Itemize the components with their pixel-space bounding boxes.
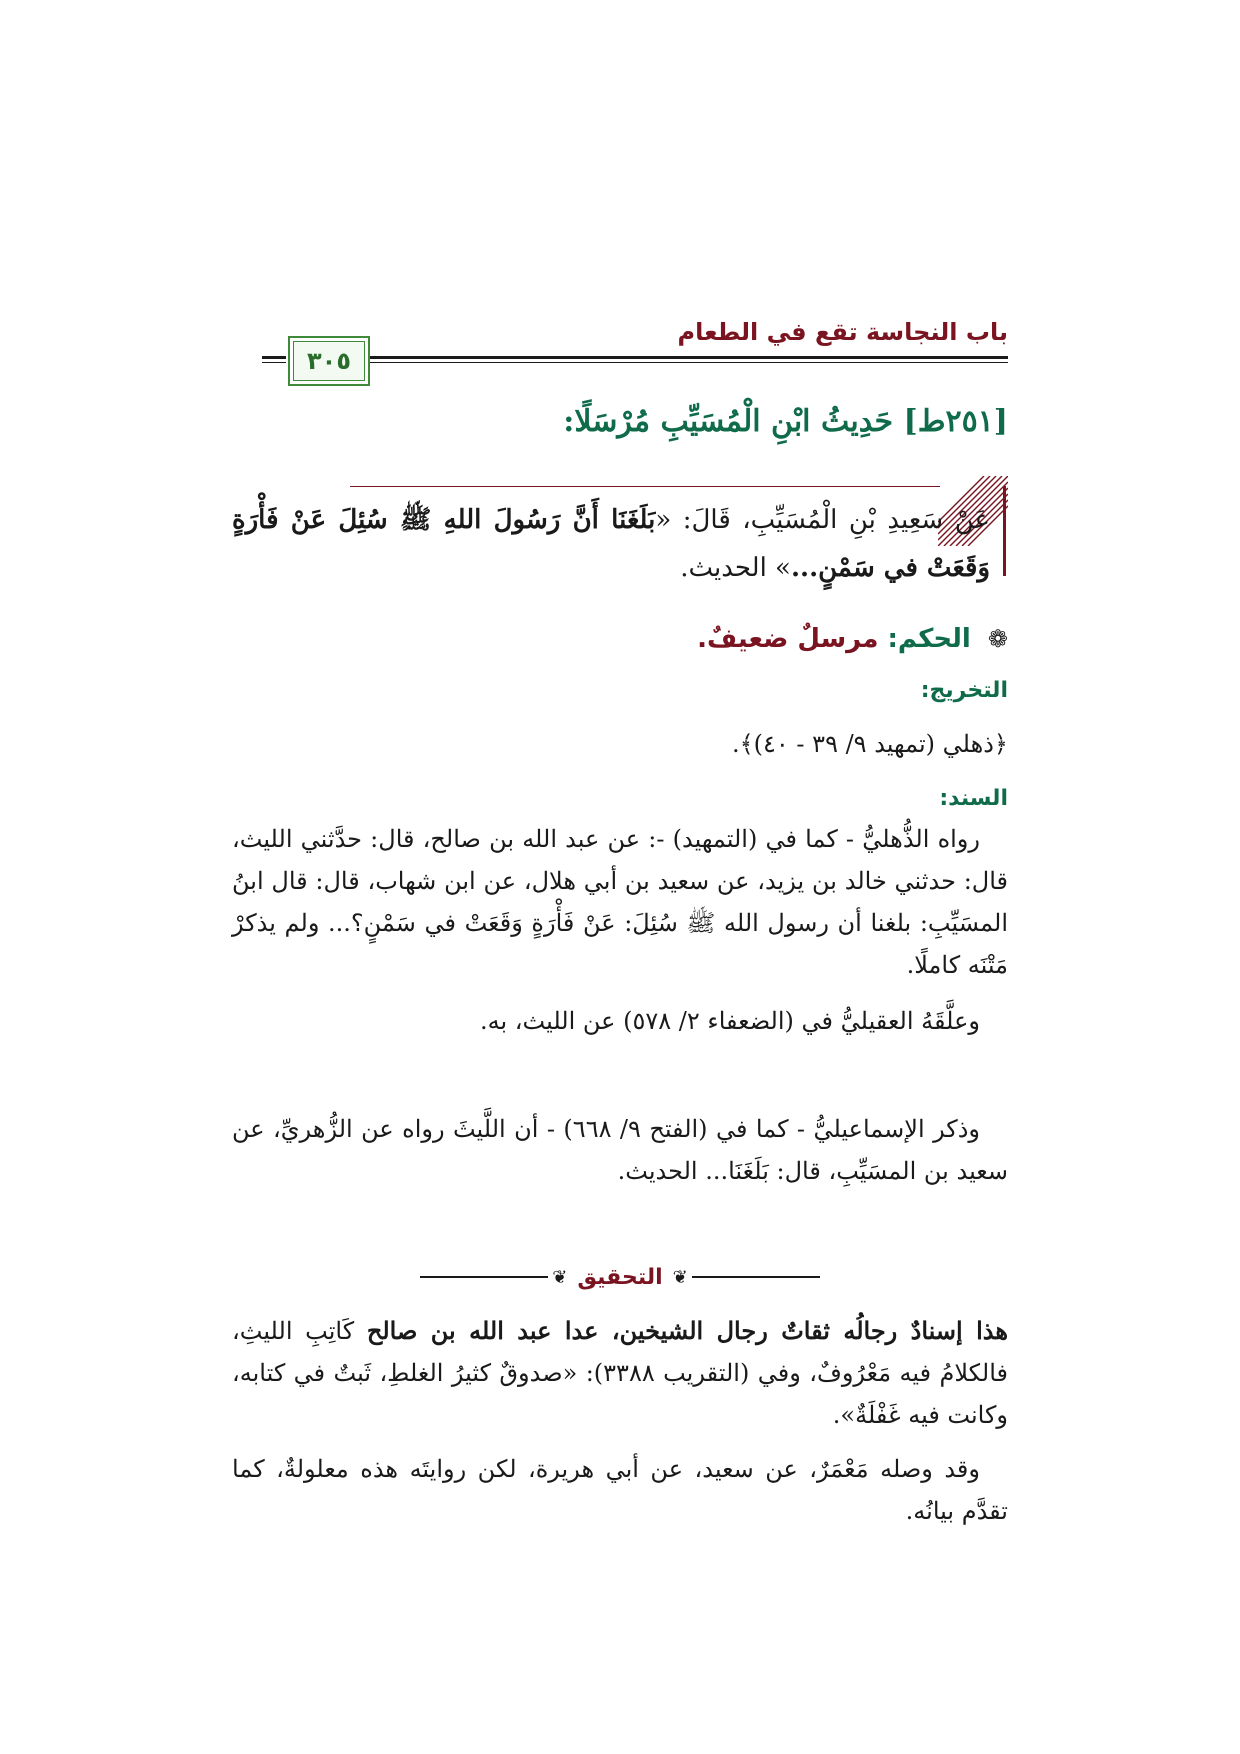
- header-rule-thin: [370, 362, 1008, 363]
- page-number-frame: [288, 336, 370, 386]
- tahqiq-divider: [420, 1262, 820, 1292]
- ruling-label: الحكم:: [887, 624, 971, 654]
- hadith-lead: عَنْ سَعِيدِ بْنِ الْمُسَيِّبِ، قَالَ: «: [655, 505, 990, 535]
- sanad-paragraph-1: رواه الذُّهليُّ - كما في (التمهيد) -: عن عبد الله بن صالح، قال: حدَّثني الليث، قال: حدثني خالد بن يزيد، عن سعيد بن أبي هلال، عن ابن شهاب، قال: قال ابنُ المسَيِّبِ: بلغنا أن رسول الله ﷺ سُئِلَ: عَنْ فَأْرَةٍ وَقَعَتْ في سَمْنٍ؟... ولم يذكرْ مَتْنَه كاملًا.: [232, 825, 1008, 979]
- hadith-bold-text: بَلَغَنَا أَنَّ رَسُولَ اللهِ ﷺ سُئِلَ عَنْ فَأْرَةٍ وَقَعَتْ في سَمْنٍ...: [232, 505, 990, 583]
- running-title: باب النجاسة تقع في الطعام: [677, 318, 1008, 346]
- ruling-value: مرسلٌ ضعيفٌ.: [697, 624, 879, 654]
- sanad-heading: السند:: [939, 786, 1008, 811]
- takhrij-source: ﴿ذهلي (تمهيد ٩/ ٣٩ - ٤٠)﴾.: [731, 730, 1008, 758]
- ornament-icon: ❦: [552, 1266, 568, 1288]
- ruling-line: [697, 624, 1008, 654]
- header-rule: [370, 356, 1008, 359]
- divider-line-right: [692, 1276, 820, 1278]
- hadith-top-rule: [350, 486, 940, 487]
- tahqiq-bold-text: هذا إسنادٌ رجالُه ثقاتٌ رجال الشيخين، عدا عبد الله بن صالح: [366, 1316, 1008, 1345]
- ornament-icon: ❦: [672, 1266, 688, 1288]
- sanad-paragraph-3: وذكر الإسماعيليُّ - كما في (الفتح ٩/ ٦٦٨) - أن اللَّيثَ رواه عن الزُّهريِّ، عن سعيد بن المسَيِّبِ، قال: بَلَغَنَا... الحديث.: [232, 1115, 1008, 1185]
- hadith-text: [232, 496, 990, 592]
- flower-icon: ❁: [987, 625, 1008, 653]
- tahqiq-paragraph-1: [232, 1310, 1008, 1436]
- tahqiq-heading: التحقيق: [577, 1264, 663, 1290]
- takhrij-heading: التخريج:: [920, 678, 1008, 703]
- section-heading: [٢٥١ط] حَدِيثُ ابْنِ الْمُسَيِّبِ مُرْسَلًا:: [563, 404, 1008, 439]
- tahqiq-paragraph-2: وقد وصله مَعْمَرٌ، عن سعيد، عن أبي هريرة، لكن روايتَه هذه معلولةٌ، كما تقدَّم بيانُه.: [232, 1455, 1008, 1525]
- hadith-tail: » الحديث.: [680, 553, 791, 583]
- hadith-side-rule: [1003, 486, 1006, 576]
- sanad-paragraph-2: وعلَّقَهُ العقيليُّ في (الضعفاء ٢/ ٥٧٨) عن الليث، به.: [480, 1007, 980, 1035]
- page-number: ٣٠٥: [307, 347, 351, 375]
- tahqiq-rest-text: كَاتِبِ الليثِ، فالكلامُ فيه مَعْرُوفٌ، وفي (التقريب ٣٣٨٨): «صدوقٌ كثيرُ الغلطِ، ثَبتٌ في كتابه، وكانت فيه غَفْلَةٌ».: [232, 1317, 1009, 1429]
- header-rule-left: [262, 356, 286, 359]
- divider-line-left: [420, 1276, 548, 1278]
- header-rule-left-thin: [262, 362, 286, 363]
